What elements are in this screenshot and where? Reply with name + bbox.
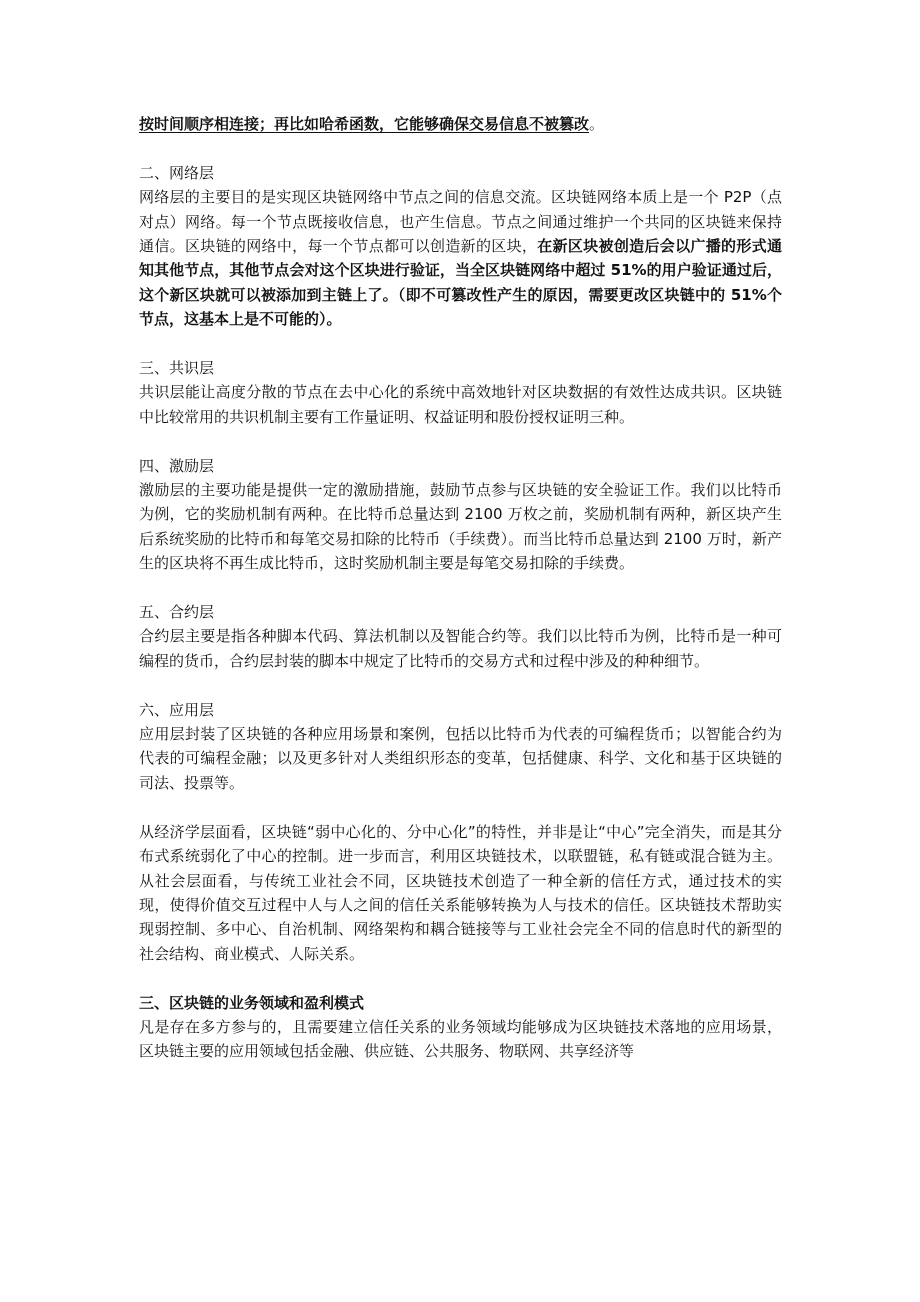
paragraph-gap [139,795,782,819]
contract-layer-heading: 五、合约层 [139,603,215,622]
business-section-heading: 三、区块链的业务领域和盈利模式 [139,993,365,1012]
paragraph-gap [139,136,782,160]
incentive-layer-heading: 四、激励层 [139,456,215,475]
opening-line [139,112,782,136]
network-layer-body-normal: 网络层的主要目的是实现区块链网络中节点之间的信息交流。区块链网络本质上是一个 P2P（点对点）网络。每一个节点既接收信息，也产生信息。节点之间通过维护一个共同的区块链来保持通信。区块链的网络中，每一个节点都可以创造新的区块， [139,188,782,256]
paragraph-gap [139,576,782,600]
incentive-layer-body: 激励层的主要功能是提供一定的激励措施，鼓励节点参与区块链的安全验证工作。我们以比特币为例，它的奖励机制有两种。在比特币总量达到 2100 万枚之前，奖励机制有两种，新区块产生后系统奖励的比特币和每笔交易扣除的比特币（手续费）。而当比特币总量达到 2100 万时，新产生的区块将不再生成比特币，这时奖励机制主要是每笔交易扣除的手续费。 [139,481,782,573]
paragraph-gap [139,332,782,356]
network-layer-body-bold: 在新区块被创造后会以广播的形式通知其他节点，其他节点会对这个区块进行验证，当全区块链网络中超过 51%的用户验证通过后，这个新区块就可以被添加到主链上了。（即不可篡改性产生的原因，需要更改区块链中的 51%个节点，这基本上是不可能的）。 [139,237,782,329]
network-layer-heading: 二、网络层 [139,163,215,182]
application-layer-heading: 六、应用层 [139,700,215,719]
opening-line-bold: 按时间顺序相连接；再比如哈希函数，它能够确保交易信息不被篡改 [139,115,590,133]
paragraph-gap [139,429,782,453]
consensus-layer-body: 共识层能让高度分散的节点在去中心化的系统中高效地针对区块数据的有效性达成共识。区块链中比较常用的共识机制主要有工作量证明、权益证明和股份授权证明三种。 [139,383,782,426]
contract-layer-body: 合约层主要是指各种脚本代码、算法机制以及智能合约等。我们以比特币为例，比特币是一种可编程的货币，合约层封装的脚本中规定了比特币的交易方式和过程中涉及的种种细节。 [139,627,782,670]
paragraph-gap [139,966,782,990]
business-section-body: 凡是存在多方参与的，且需要建立信任关系的业务领域均能够成为区块链技术落地的应用场景，区块链主要的应用领域包括金融、供应链、公共服务、物联网、共享经济等 [139,1017,782,1061]
paragraph-gap [139,673,782,697]
consensus-layer-heading: 三、共识层 [139,359,215,378]
opening-line-period: 。 [589,115,605,133]
network-layer-body [139,185,782,331]
economics-paragraph: 从经济学层面看，区块链“弱中心化的、分中心化”的特性，并非是让“中心”完全消失，而是其分布式系统弱化了中心的控制。进一步而言，利用区块链技术，以联盟链，私有链或混合链为主。从社会层面看，与传统工业社会不同，区块链技术创造了一种全新的信任方式，通过技术的实现，使得价值交互过程中人与人之间的信任关系能够转换为人与技术的信任。区块链技术帮助实现弱控制、多中心、自治机制、网络架构和耦合链接等与工业社会完全不同的信息时代的新型的社会结构、商业模式、人际关系。 [139,822,782,963]
document-page [139,112,782,1064]
application-layer-body: 应用层封装了区块链的各种应用场景和案例，包括以比特币为代表的可编程货币；以智能合约为代表的可编程金融；以及更多针对人类组织形态的变革，包括健康、科学、文化和基于区块链的司法、投票等。 [139,725,782,792]
